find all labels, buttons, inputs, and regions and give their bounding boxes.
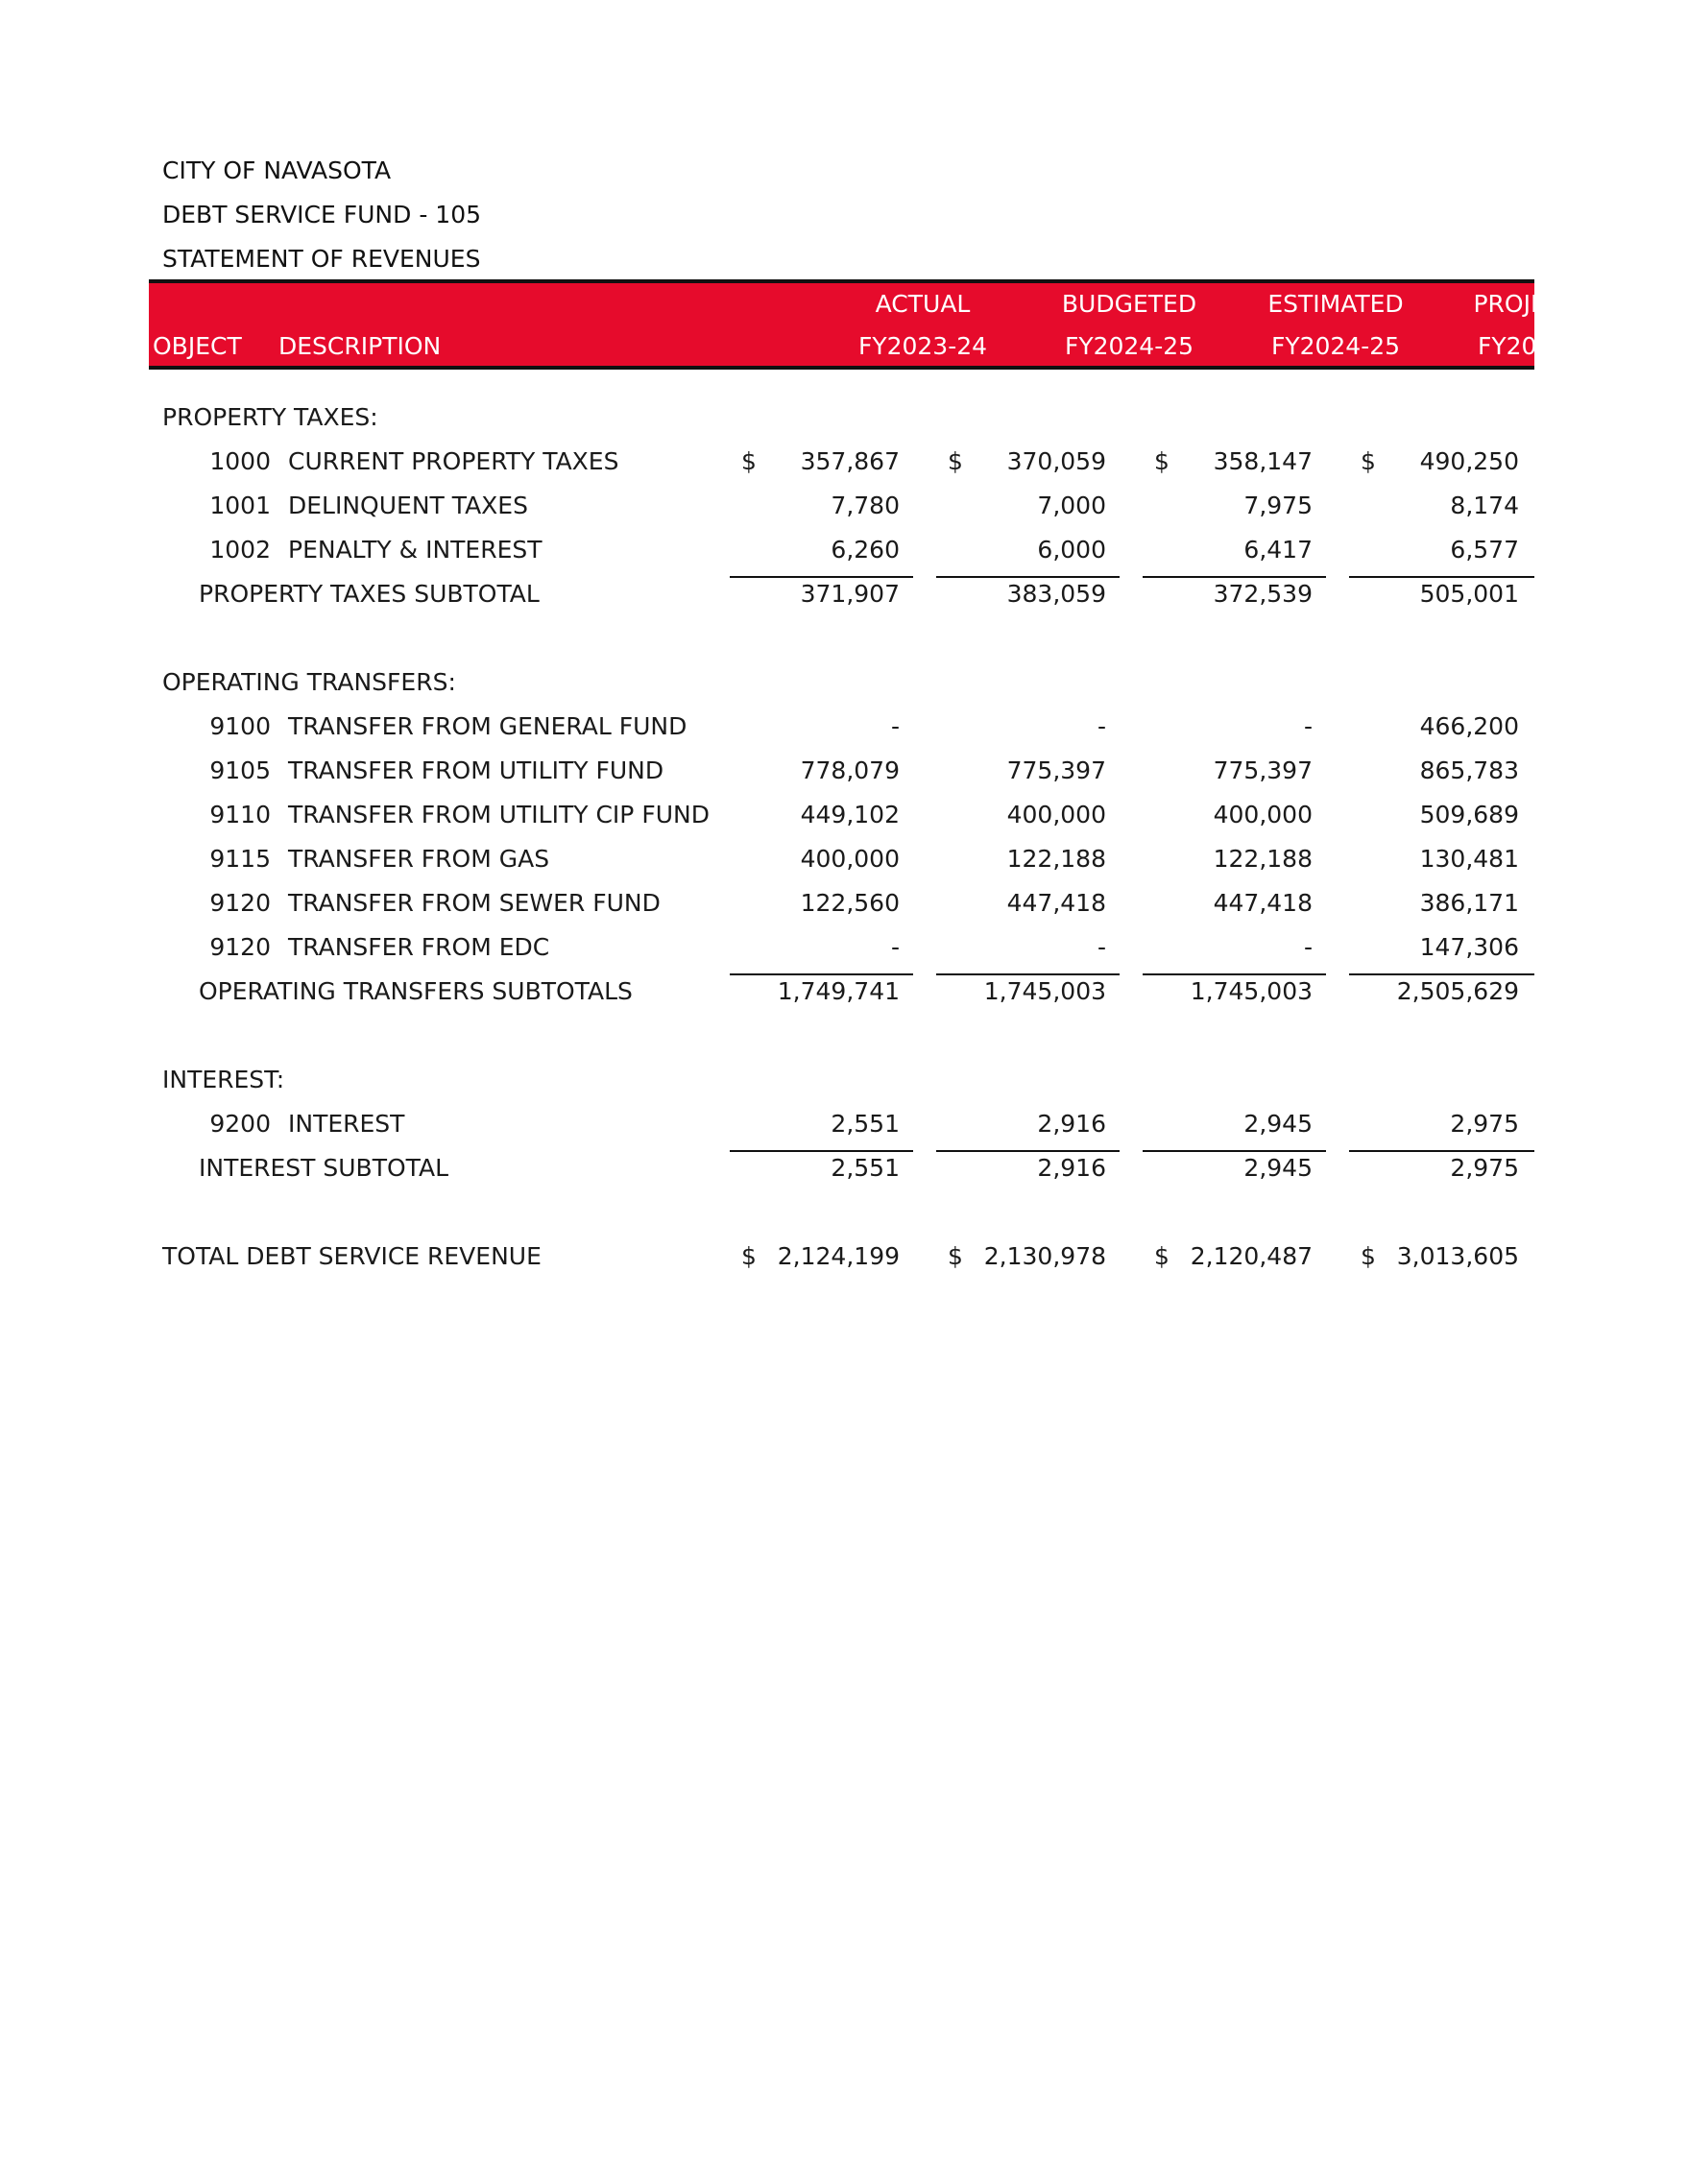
budgeted-value: 2,916 bbox=[1037, 1154, 1106, 1182]
estimated-value: 2,945 bbox=[1243, 1110, 1313, 1138]
actual-value: 1,749,741 bbox=[777, 977, 900, 1005]
object-code: 9100 bbox=[209, 712, 271, 740]
operating-transfers-heading: OPERATING TRANSFERS: bbox=[162, 668, 456, 696]
header-object: OBJECT bbox=[153, 332, 242, 360]
row-description: TRANSFER FROM UTILITY FUND bbox=[288, 756, 664, 784]
table-row bbox=[0, 484, 1688, 528]
budgeted-value: 383,059 bbox=[1006, 580, 1106, 608]
estimated-value: 447,418 bbox=[1213, 889, 1313, 917]
estimated-value: - bbox=[1303, 712, 1313, 740]
table-row bbox=[0, 440, 1688, 484]
projected-value: 2,975 bbox=[1450, 1154, 1519, 1182]
budgeted-value: 400,000 bbox=[1006, 801, 1106, 828]
actual-value: 2,551 bbox=[831, 1110, 900, 1138]
projected-value: 386,171 bbox=[1419, 889, 1519, 917]
header-actual: ACTUAL bbox=[875, 290, 971, 318]
estimated-value: 7,975 bbox=[1243, 492, 1313, 519]
projected-value: 8,174 bbox=[1450, 492, 1519, 519]
object-code: 1000 bbox=[209, 447, 271, 475]
dollar-sign: $ bbox=[741, 1242, 757, 1270]
estimated-value: 122,188 bbox=[1213, 845, 1313, 873]
header-projected: PROJECTED bbox=[1473, 290, 1611, 318]
budgeted-value: 7,000 bbox=[1037, 492, 1106, 519]
projected-value: 490,250 bbox=[1419, 447, 1519, 475]
header-actual-year: FY2023-24 bbox=[857, 332, 988, 360]
header-projected-year: FY2025-26 bbox=[1477, 332, 1607, 360]
dollar-sign: $ bbox=[1361, 1242, 1376, 1270]
row-description: TRANSFER FROM GENERAL FUND bbox=[288, 712, 687, 740]
object-code: 9120 bbox=[209, 933, 271, 961]
row-description: TRANSFER FROM GAS bbox=[288, 845, 550, 873]
subtotal-label: OPERATING TRANSFERS SUBTOTALS bbox=[199, 977, 633, 1005]
header-estimated: ESTIMATED bbox=[1267, 290, 1404, 318]
budgeted-value: 370,059 bbox=[1006, 447, 1106, 475]
table-row bbox=[0, 881, 1688, 925]
budgeted-value: - bbox=[1097, 933, 1106, 961]
projected-value: 865,783 bbox=[1419, 756, 1519, 784]
projected-value: 466,200 bbox=[1419, 712, 1519, 740]
budgeted-value: - bbox=[1097, 712, 1106, 740]
object-code: 9105 bbox=[209, 756, 271, 784]
estimated-value: 1,745,003 bbox=[1190, 977, 1313, 1005]
table-row bbox=[0, 837, 1688, 881]
header-estimated-year: FY2024-25 bbox=[1270, 332, 1401, 360]
estimated-value: 400,000 bbox=[1213, 801, 1313, 828]
subtotal-row bbox=[0, 1146, 1688, 1190]
table-row bbox=[0, 528, 1688, 572]
header-description: DESCRIPTION bbox=[278, 332, 442, 360]
actual-value: 400,000 bbox=[800, 845, 900, 873]
section-heading bbox=[0, 660, 1688, 705]
table-row bbox=[0, 705, 1688, 749]
row-description: CURRENT PROPERTY TAXES bbox=[288, 447, 619, 475]
section-heading bbox=[0, 1058, 1688, 1102]
actual-value: - bbox=[890, 712, 900, 740]
subtotal-label: INTEREST SUBTOTAL bbox=[199, 1154, 449, 1182]
budgeted-value: 6,000 bbox=[1037, 536, 1106, 564]
budgeted-value: 775,397 bbox=[1006, 756, 1106, 784]
estimated-value: - bbox=[1303, 933, 1313, 961]
table-row bbox=[0, 793, 1688, 837]
subtotal-label: PROPERTY TAXES SUBTOTAL bbox=[199, 580, 540, 608]
dollar-sign: $ bbox=[1154, 1242, 1170, 1270]
object-code: 9110 bbox=[209, 801, 271, 828]
budgeted-value: 1,745,003 bbox=[983, 977, 1106, 1005]
interest-heading: INTEREST: bbox=[162, 1066, 285, 1093]
actual-value: 6,260 bbox=[831, 536, 900, 564]
budgeted-value: 2,130,978 bbox=[983, 1242, 1106, 1270]
table-row bbox=[0, 925, 1688, 970]
statement-title: STATEMENT OF REVENUES bbox=[162, 245, 481, 273]
dollar-sign: $ bbox=[948, 1242, 963, 1270]
projected-value: 2,505,629 bbox=[1396, 977, 1519, 1005]
projected-value: 2,975 bbox=[1450, 1110, 1519, 1138]
estimated-value: 2,945 bbox=[1243, 1154, 1313, 1182]
object-code: 9115 bbox=[209, 845, 271, 873]
actual-value: 371,907 bbox=[800, 580, 900, 608]
property-taxes-heading: PROPERTY TAXES: bbox=[162, 403, 378, 431]
actual-value: 2,124,199 bbox=[777, 1242, 900, 1270]
projected-value: 147,306 bbox=[1419, 933, 1519, 961]
table-header bbox=[149, 279, 1611, 370]
dollar-sign: $ bbox=[948, 447, 963, 475]
row-description: INTEREST bbox=[288, 1110, 405, 1138]
row-description: PENALTY & INTEREST bbox=[288, 536, 543, 564]
dollar-sign: $ bbox=[1361, 447, 1376, 475]
total-row bbox=[0, 1235, 1688, 1279]
actual-value: 357,867 bbox=[800, 447, 900, 475]
header-budgeted: BUDGETED bbox=[1061, 290, 1197, 318]
row-description: TRANSFER FROM EDC bbox=[288, 933, 550, 961]
row-description: TRANSFER FROM SEWER FUND bbox=[288, 889, 661, 917]
budgeted-value: 2,916 bbox=[1037, 1110, 1106, 1138]
total-label: TOTAL DEBT SERVICE REVENUE bbox=[162, 1242, 542, 1270]
table-row bbox=[0, 1102, 1688, 1146]
fund-name: DEBT SERVICE FUND - 105 bbox=[162, 201, 482, 228]
estimated-value: 2,120,487 bbox=[1190, 1242, 1313, 1270]
estimated-value: 358,147 bbox=[1213, 447, 1313, 475]
budgeted-value: 447,418 bbox=[1006, 889, 1106, 917]
object-code: 1001 bbox=[209, 492, 271, 519]
estimated-value: 372,539 bbox=[1213, 580, 1313, 608]
header-budgeted-year: FY2024-25 bbox=[1064, 332, 1194, 360]
budgeted-value: 122,188 bbox=[1006, 845, 1106, 873]
actual-value: 778,079 bbox=[800, 756, 900, 784]
projected-value: 6,577 bbox=[1450, 536, 1519, 564]
table-row bbox=[0, 749, 1688, 793]
subtotal-row bbox=[0, 572, 1688, 616]
row-description: TRANSFER FROM UTILITY CIP FUND bbox=[288, 801, 710, 828]
object-code: 9120 bbox=[209, 889, 271, 917]
actual-value: 449,102 bbox=[800, 801, 900, 828]
subtotal-row bbox=[0, 970, 1688, 1014]
dollar-sign: $ bbox=[741, 447, 757, 475]
actual-value: 122,560 bbox=[800, 889, 900, 917]
projected-value: 3,013,605 bbox=[1396, 1242, 1519, 1270]
dollar-sign: $ bbox=[1154, 447, 1170, 475]
estimated-value: 6,417 bbox=[1243, 536, 1313, 564]
actual-value: 7,780 bbox=[831, 492, 900, 519]
projected-value: 130,481 bbox=[1419, 845, 1519, 873]
object-code: 9200 bbox=[209, 1110, 271, 1138]
actual-value: 2,551 bbox=[831, 1154, 900, 1182]
projected-value: 509,689 bbox=[1419, 801, 1519, 828]
section-heading bbox=[0, 396, 1688, 440]
object-code: 1002 bbox=[209, 536, 271, 564]
actual-value: - bbox=[890, 933, 900, 961]
estimated-value: 775,397 bbox=[1213, 756, 1313, 784]
city-name: CITY OF NAVASOTA bbox=[162, 156, 392, 184]
projected-value: 505,001 bbox=[1419, 580, 1519, 608]
row-description: DELINQUENT TAXES bbox=[288, 492, 528, 519]
